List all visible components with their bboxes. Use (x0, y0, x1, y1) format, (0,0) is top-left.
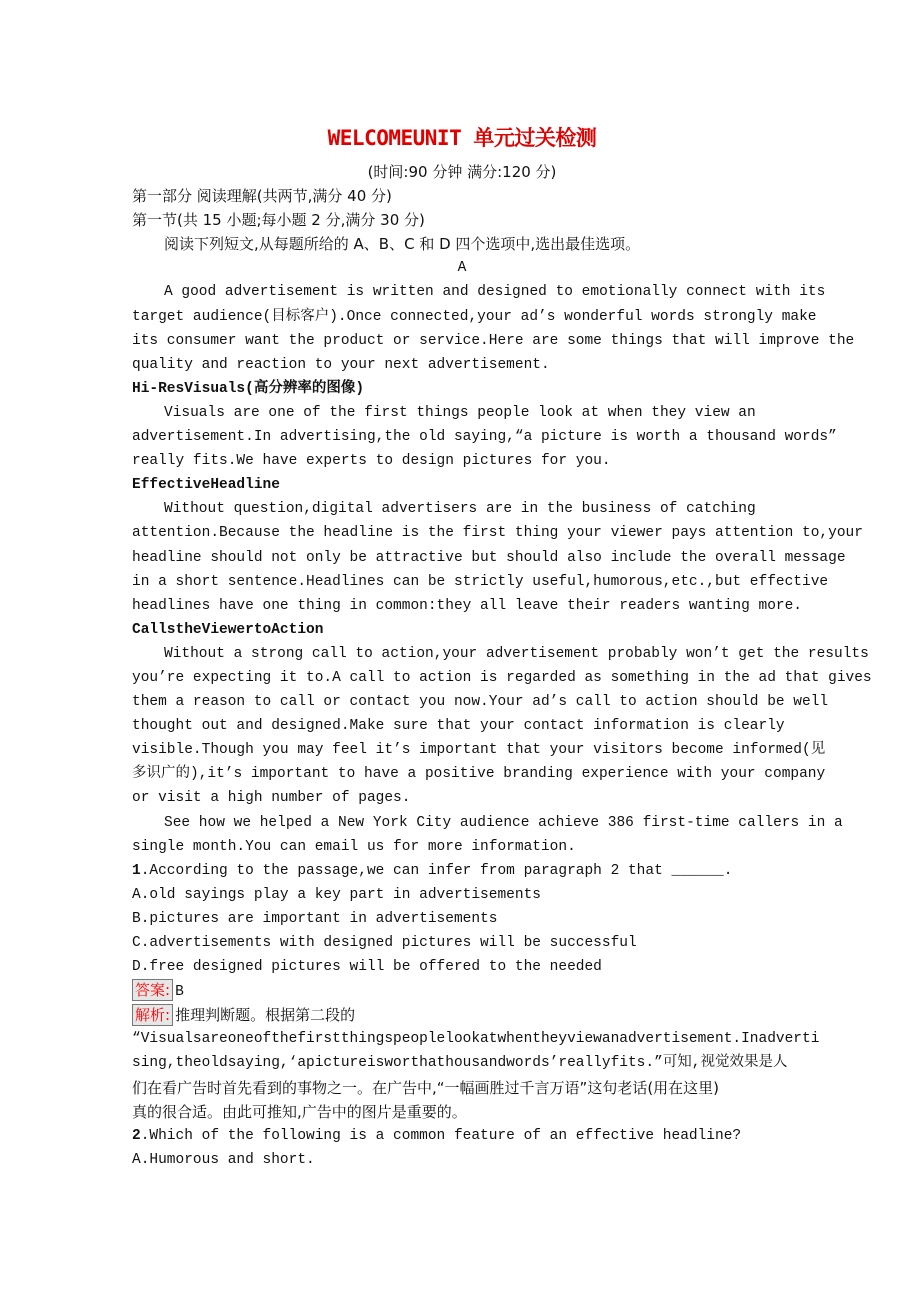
option-b: B.pictures are important in advertisements (132, 910, 498, 927)
analysis-line: “Visualsareoneofthefirstthingspeoplelookatwhentheyviewanadvertisement.Inadverti (132, 1031, 820, 1048)
passage-line: 多识广的),it’s important to have a positive branding experience with your company (132, 766, 826, 783)
analysis-line: sing,theoldsaying,‘apictureisworthathousandwords’reallyfits.”可知,视觉效果是人 (132, 1055, 788, 1072)
question-stem (132, 859, 792, 883)
option-d: D.free designed pictures will be offered to the needed (132, 959, 602, 976)
document-body (132, 160, 872, 1172)
passage-line: headlines have one thing in common:they all leave their readers wanting more. (132, 597, 803, 614)
question-text: .According to the passage,we can infer from paragraph 2 that ______. (140, 862, 733, 879)
question-number: 1 (132, 862, 141, 879)
question-1 (132, 859, 820, 1124)
answer-row (132, 979, 792, 1003)
question-text: .Which of the following is a common feature of an effective headline? (140, 1127, 742, 1144)
passage-line: or visit a high number of pages. (132, 790, 411, 807)
part-heading: 第一部分 阅读理解(共两节,满分 40 分) (132, 187, 392, 206)
passage-line: target audience(目标客户).Once connected,your ad’s wonderful words strongly make (132, 308, 817, 325)
passage-line: its consumer want the product or service.Here are some things that will improve the (132, 332, 855, 349)
section-subheading: CallstheViewertoAction (132, 621, 324, 638)
question-stem (132, 1124, 792, 1148)
analysis-row (132, 1003, 792, 1027)
passage-line: advertisement.In advertising,the old saying,“a picture is worth a thousand words” (132, 429, 837, 446)
option-a: A.old sayings play a key part in advertisements (132, 886, 541, 903)
section-heading: 第一节(共 15 小题;每小题 2 分,满分 30 分) (132, 211, 425, 230)
passage-section-visuals (132, 377, 837, 473)
passage-line: Visuals are one of the first things people look at when they view an (164, 404, 756, 421)
passage-line: visible.Though you may feel it’s important that your visitors become informed(见 (132, 742, 826, 759)
question-number: 2 (132, 1127, 141, 1144)
passage-line: A good advertisement is written and designed to emotionally connect with its (164, 284, 826, 301)
analysis-tag: 解析: (132, 1004, 173, 1026)
section-subheading: EffectiveHeadline (132, 477, 280, 494)
passage-line: you’re expecting it to.A call to action is regarded as something in the ad that gives (132, 669, 872, 686)
passage-label: A (457, 260, 467, 277)
passage-intro (132, 280, 855, 376)
passage-line: Without question,digital advertisers are in the business of catching (164, 501, 756, 518)
passage-line: Without a strong call to action,your advertisement probably won’t get the results (164, 645, 869, 662)
instructions: 阅读下列短文,从每题所给的 A、B、C 和 D 四个选项中,选出最佳选项。 (164, 235, 641, 254)
passage-line: really fits.We have experts to design pictures for you. (132, 453, 611, 470)
passage-line: in a short sentence.Headlines can be strictly useful,humorous,etc.,but effective (132, 573, 829, 590)
passage-line: attention.Because the headline is the first thing your viewer pays attention to,your (132, 525, 863, 542)
analysis-line: 们在看广告时首先看到的事物之一。在广告中,“一幅画胜过千言万语”这句老话(用在这里) (132, 1078, 720, 1097)
passage-line: quality and reaction to your next advertisement. (132, 356, 550, 373)
analysis-line: 真的很合适。由此可推知,广告中的图片是重要的。 (132, 1102, 467, 1121)
option-c: C.advertisements with designed pictures will be successful (132, 935, 637, 951)
passage-section-action (132, 618, 872, 811)
exam-meta: (时间:90 分钟 满分:120 分) (367, 163, 557, 181)
passage-line: them a reason to call or contact you now.Your ad’s call to action should be well (132, 694, 829, 711)
question-2 (132, 1124, 792, 1172)
passage-section-headline (132, 473, 863, 618)
document-title: WELCOMEUNIT 单元过关检测 (327, 126, 597, 150)
answer-value: B (175, 984, 184, 1001)
option-a: A.Humorous and short. (132, 1151, 315, 1168)
passage-line: single month.You can email us for more information. (132, 838, 576, 855)
passage-line: See how we helped a New York City audience achieve 386 first-time callers in a (164, 814, 843, 831)
passage-closing (132, 811, 843, 859)
section-subheading: Hi-ResVisuals(高分辨率的图像) (132, 380, 365, 397)
analysis-text: 推理判断题。根据第二段的 (175, 1006, 356, 1025)
passage-line: headline should not only be attractive but should also include the overall message (132, 549, 846, 566)
passage-line: thought out and designed.Make sure that your contact information is clearly (132, 718, 785, 735)
answer-tag: 答案: (132, 979, 173, 1001)
